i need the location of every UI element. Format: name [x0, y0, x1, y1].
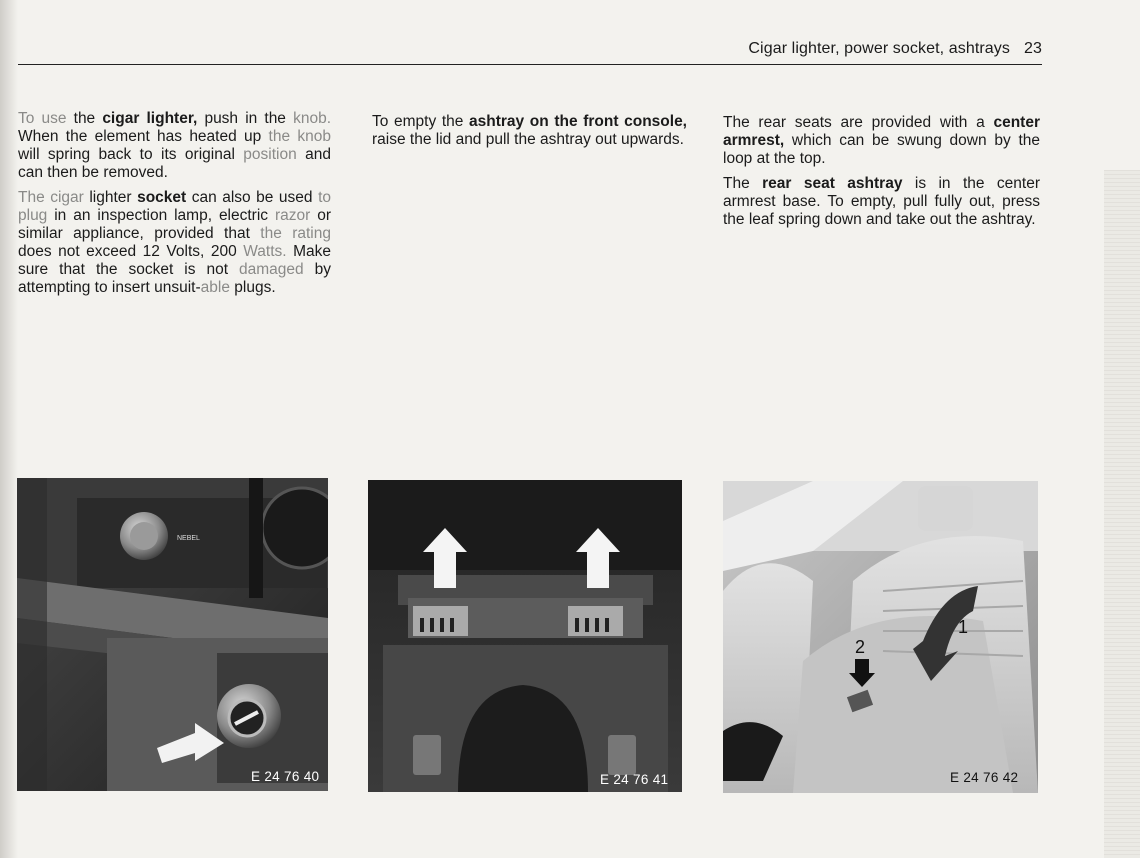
text-span: When the element has heated up	[18, 128, 269, 145]
bold-term-center-armrest: center armrest,	[723, 114, 1040, 149]
text-span: damaged	[239, 261, 304, 278]
text-span: raise the lid and pull the ashtray out upwards.	[372, 131, 684, 148]
adjacent-page-edge	[1104, 170, 1140, 858]
rear-armrest-illustration	[723, 481, 1038, 793]
text-span: the rating	[260, 225, 331, 242]
text-span: can also be used	[186, 189, 319, 206]
text-span: by attempting to insert unsuit-	[18, 261, 331, 296]
text-span: knob.	[293, 110, 331, 127]
text-span: Make sure that the socket is not	[18, 243, 331, 278]
text-span: and can then be removed.	[18, 146, 331, 181]
text-span: To empty the	[372, 113, 469, 130]
figure-rear-armrest-photo	[723, 481, 1038, 793]
label-1: 1	[958, 617, 969, 637]
text-span: push in the	[197, 110, 294, 127]
paragraph-rear-ashtray	[723, 175, 1040, 229]
knob-label: NEBEL	[177, 535, 200, 542]
header-text	[748, 40, 1042, 58]
text-span: the	[66, 110, 103, 127]
text-span: lighter	[83, 189, 138, 206]
figure-caption: E 24 76 40	[251, 769, 320, 784]
text-span: or similar appliance, provided that	[18, 207, 332, 242]
page-number: 23	[1024, 40, 1042, 57]
column-rear-ashtray	[723, 114, 1040, 236]
text-span: razor	[274, 207, 311, 224]
header-title: Cigar lighter, power socket, ashtrays	[748, 40, 1010, 57]
bold-term-front-ashtray: ashtray on the front console,	[469, 113, 687, 130]
text-span: The rear seats are provided with a	[723, 114, 994, 131]
figure-front-ashtray-photo	[368, 480, 682, 792]
text-span: which can be swung down by the loop at the top.	[723, 132, 1040, 167]
column-cigar-lighter	[18, 110, 331, 304]
text-span: Watts.	[243, 243, 287, 260]
paragraph-front-ashtray	[372, 113, 687, 149]
bold-term-rear-seat-ashtray: rear seat ashtray	[762, 175, 903, 192]
text-span: will spring back to its original	[18, 146, 244, 163]
paragraph-center-armrest	[723, 114, 1040, 168]
front-ashtray-illustration	[368, 480, 682, 792]
text-span: The	[723, 175, 763, 192]
page-edge-shadow	[0, 0, 18, 858]
figure-caption: E 24 76 42	[950, 770, 1019, 785]
text-span: able	[200, 279, 230, 296]
text-span: position	[243, 146, 297, 163]
text-span: is in the center armrest base. To empty, pull fully out, press the leaf spring down and take out the ashtray.	[723, 175, 1041, 228]
page-header	[18, 36, 1042, 65]
label-2: 2	[855, 637, 866, 657]
text-span: to plug	[18, 189, 331, 224]
text-span: in an inspection lamp, electric	[47, 207, 275, 224]
cigar-lighter-illustration	[17, 478, 328, 791]
bold-term-cigar-lighter: cigar lighter,	[102, 110, 198, 127]
text-span: does not exceed 12 Volts, 200	[18, 243, 244, 260]
figure-cigar-lighter-photo	[17, 478, 328, 791]
text-span: The cigar	[18, 189, 84, 206]
column-front-ashtray	[372, 113, 687, 156]
paragraph-cigar-lighter	[18, 110, 331, 182]
bold-term-socket: socket	[137, 189, 187, 206]
figure-caption: E 24 76 41	[600, 772, 669, 787]
text-span: plugs.	[229, 279, 276, 296]
text-span: the knob	[268, 128, 331, 145]
paragraph-socket	[18, 189, 331, 297]
text-span: To use	[18, 110, 67, 127]
